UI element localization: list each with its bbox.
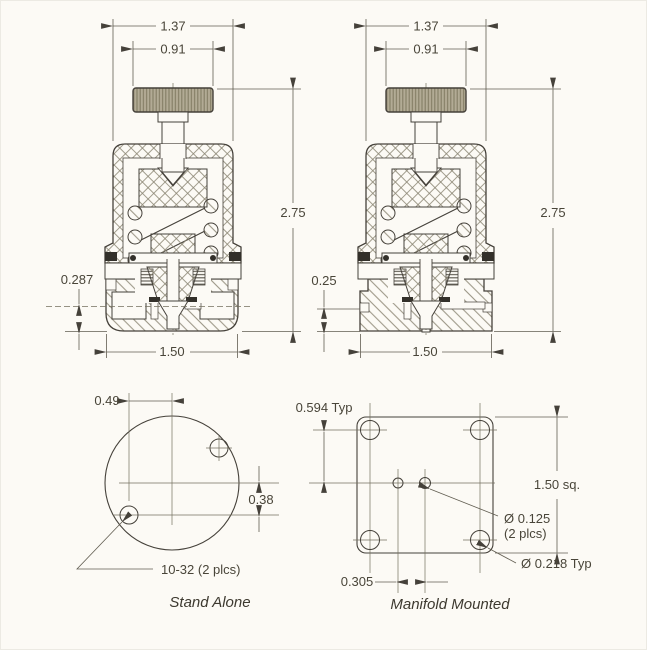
dim-overall-height: 2.75 bbox=[280, 205, 306, 220]
dim-overall-height: 2.75 bbox=[540, 205, 566, 220]
dim-body-width: 1.37 bbox=[413, 18, 439, 34]
spring-coil bbox=[204, 223, 218, 237]
manifold-bottom-view bbox=[296, 400, 592, 613]
base-notch bbox=[228, 279, 238, 290]
dim-knob-width: 0.91 bbox=[160, 41, 186, 57]
base-notch bbox=[360, 303, 369, 312]
poppet-stem bbox=[167, 259, 179, 301]
thread-leader bbox=[77, 522, 153, 569]
dim-base-width: 1.50 bbox=[159, 344, 185, 359]
port-hole-qty: (2 plcs) bbox=[504, 526, 547, 541]
outlet-passage bbox=[185, 302, 201, 309]
dim-hole-offset-y: 0.38 bbox=[248, 492, 274, 507]
dim-port-hole-spacing: 0.305 bbox=[340, 574, 374, 589]
o-ring bbox=[130, 255, 136, 261]
technical-drawing bbox=[1, 1, 647, 650]
base-notch bbox=[106, 279, 116, 290]
spring-coil bbox=[128, 206, 142, 220]
outlet-passage bbox=[441, 302, 485, 309]
corner-hole-dia: Ø 0.218 Typ bbox=[521, 556, 592, 571]
dim-corner-hole-offset: 0.594 Typ bbox=[295, 400, 353, 415]
dim-base-width: 1.50 bbox=[412, 344, 438, 359]
spring-coil bbox=[204, 199, 218, 213]
stand-alone-caption: Stand Alone bbox=[169, 594, 251, 611]
stem-collar bbox=[158, 112, 188, 122]
o-ring bbox=[210, 255, 216, 261]
dim-flange-size: 1.50 sq. bbox=[533, 477, 581, 492]
dim-port-center-height: 0.287 bbox=[60, 272, 94, 287]
port-hole-leader bbox=[430, 489, 498, 516]
spring-coil bbox=[128, 230, 142, 244]
seal bbox=[229, 252, 241, 261]
manifold-caption: Manifold Mounted bbox=[390, 596, 510, 613]
dim-hole-offset-x: 0.49 bbox=[94, 393, 120, 408]
corner-hole-leader bbox=[488, 548, 516, 563]
dim-mount-surface-offset: 0.25 bbox=[311, 273, 337, 288]
seal bbox=[105, 252, 117, 261]
stem-lower bbox=[162, 158, 184, 173]
knob-knurling bbox=[133, 88, 213, 112]
dim-body-width: 1.37 bbox=[160, 18, 186, 34]
stem-slot bbox=[160, 144, 186, 159]
stand-alone-bottom-view bbox=[77, 393, 279, 611]
port-hole-dia: Ø 0.125 bbox=[504, 511, 551, 526]
thread-callout: 10-32 (2 plcs) bbox=[161, 562, 241, 577]
dim-knob-width: 0.91 bbox=[413, 41, 439, 57]
